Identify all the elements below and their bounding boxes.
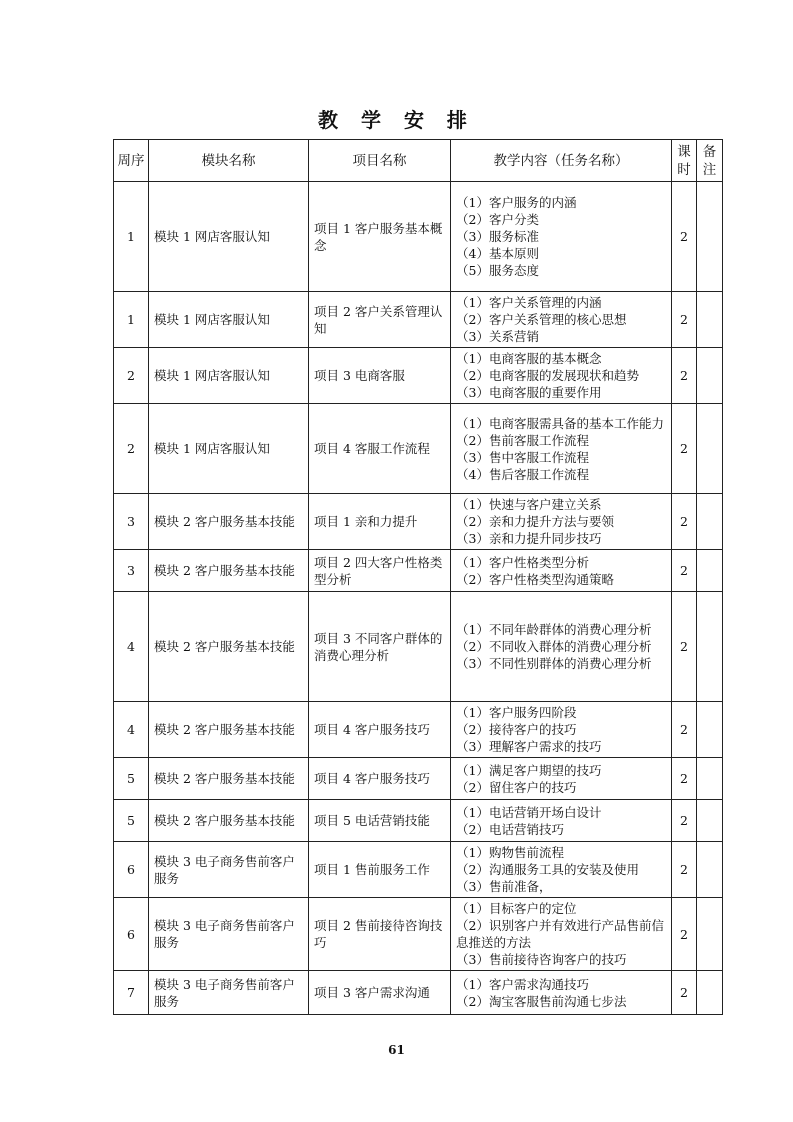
hours-cell: 2: [672, 758, 697, 800]
hours-cell: 2: [672, 550, 697, 592]
hours-cell: 2: [672, 404, 697, 494]
content-line: （1）不同年龄群体的消费心理分析: [456, 622, 652, 637]
hours-cell: 2: [672, 971, 697, 1015]
hours-cell: 2: [672, 800, 697, 842]
project-cell: 项目 1 售前服务工作: [309, 842, 451, 898]
content-line: （2）淘宝客服售前沟通七步法: [456, 993, 627, 1009]
week-cell: 4: [114, 592, 149, 702]
remark-cell: [697, 842, 723, 898]
content-line: （2）电商客服的发展现状和趋势: [456, 368, 639, 383]
content-line: （1）客户服务的内涵: [456, 195, 577, 210]
remark-cell: [697, 494, 723, 550]
module-cell: 模块 1 网店客服认知: [149, 182, 309, 292]
content-cell: [451, 702, 672, 758]
content-line: （2）亲和力提升方法与要领: [456, 514, 614, 529]
remark-cell: [697, 758, 723, 800]
table-row: [114, 182, 723, 292]
content-line: （1）购物售前流程: [456, 845, 564, 860]
content-cell: [451, 800, 672, 842]
table-row: [114, 404, 723, 494]
hours-cell: 2: [672, 592, 697, 702]
content-line: （2）不同收入群体的消费心理分析: [456, 639, 652, 654]
table-row: [114, 758, 723, 800]
week-cell: 1: [114, 182, 149, 292]
content-line: （3）服务标准: [456, 229, 539, 244]
week-cell: 5: [114, 758, 149, 800]
week-cell: 4: [114, 702, 149, 758]
module-cell: 模块 3 电子商务售前客户服务: [149, 842, 309, 898]
module-cell: 模块 1 网店客服认知: [149, 404, 309, 494]
hours-cell: 2: [672, 292, 697, 348]
content-line: （2）客户性格类型沟通策略: [456, 571, 614, 587]
content-line: （1）满足客户期望的技巧: [456, 762, 602, 778]
week-cell: 3: [114, 550, 149, 592]
project-cell: 项目 1 客户服务基本概念: [309, 182, 451, 292]
project-cell: 项目 2 四大客户性格类型分析: [309, 550, 451, 592]
project-cell: 项目 2 售前接待咨询技巧: [309, 898, 451, 971]
table-row: [114, 494, 723, 550]
table-row: [114, 898, 723, 971]
content-line: （1）电商客服需具备的基本工作能力: [456, 415, 664, 431]
remark-cell: [697, 800, 723, 842]
content-line: （1）电商客服的基本概念: [456, 351, 602, 366]
week-cell: 6: [114, 842, 149, 898]
content-cell: [451, 494, 672, 550]
content-line: （2）沟通服务工具的安装及使用: [456, 862, 639, 877]
content-line: （3）电商客服的重要作用: [456, 385, 602, 400]
project-cell: 项目 3 不同客户群体的消费心理分析: [309, 592, 451, 702]
table-row: [114, 550, 723, 592]
content-line: （2）售前客服工作流程: [456, 432, 589, 448]
hours-cell: 2: [672, 702, 697, 758]
header-remark: 备注: [697, 140, 723, 182]
project-cell: 项目 3 客户需求沟通: [309, 971, 451, 1015]
content-cell: [451, 842, 672, 898]
module-cell: 模块 2 客户服务基本技能: [149, 758, 309, 800]
content-cell: [451, 971, 672, 1015]
remark-cell: [697, 971, 723, 1015]
module-cell: 模块 2 客户服务基本技能: [149, 592, 309, 702]
content-line: （3）售中客服工作流程: [456, 449, 589, 465]
remark-cell: [697, 292, 723, 348]
content-line: （1）目标客户的定位: [456, 901, 577, 916]
content-line: （3）售前接待咨询客户的技巧: [456, 952, 627, 967]
content-line: （1）客户服务四阶段: [456, 705, 577, 720]
table-row: [114, 800, 723, 842]
content-cell: [451, 592, 672, 702]
project-cell: 项目 4 客户服务技巧: [309, 758, 451, 800]
hours-cell: 2: [672, 182, 697, 292]
hours-cell: 2: [672, 348, 697, 404]
content-line: （3）售前准备，: [456, 879, 552, 894]
content-line: （3）不同性别群体的消费心理分析: [456, 656, 652, 671]
table-row: [114, 592, 723, 702]
week-cell: 5: [114, 800, 149, 842]
week-cell: 7: [114, 971, 149, 1015]
module-cell: 模块 2 客户服务基本技能: [149, 800, 309, 842]
hours-cell: 2: [672, 842, 697, 898]
content-cell: [451, 404, 672, 494]
remark-cell: [697, 182, 723, 292]
remark-cell: [697, 404, 723, 494]
content-line: （4）售后客服工作流程: [456, 466, 589, 482]
project-cell: 项目 5 电话营销技能: [309, 800, 451, 842]
table-row: [114, 842, 723, 898]
content-line: （5）服务态度: [456, 263, 539, 278]
schedule-body: [114, 182, 723, 1015]
page-title: 教 学 安 排: [318, 108, 475, 132]
table-row: [114, 348, 723, 404]
content-cell: [451, 182, 672, 292]
remark-cell: [697, 898, 723, 971]
content-line: （2）识别客户并有效进行产品售前信息推送的方法: [456, 918, 664, 950]
hours-cell: 2: [672, 898, 697, 971]
week-cell: 2: [114, 404, 149, 494]
project-cell: 项目 1 亲和力提升: [309, 494, 451, 550]
teaching-schedule-table: [113, 139, 723, 1015]
module-cell: 模块 2 客户服务基本技能: [149, 702, 309, 758]
table-row: [114, 971, 723, 1015]
content-cell: [451, 898, 672, 971]
remark-cell: [697, 550, 723, 592]
remark-cell: [697, 348, 723, 404]
content-line: （2）留住客户的技巧: [456, 779, 577, 795]
content-line: （1）客户性格类型分析: [456, 554, 589, 570]
content-line: （2）客户关系管理的核心思想: [456, 312, 627, 327]
week-cell: 2: [114, 348, 149, 404]
header-content: 教学内容（任务名称）: [451, 140, 672, 182]
content-line: （3）亲和力提升同步技巧: [456, 531, 602, 546]
content-line: （1）客户需求沟通技巧: [456, 976, 589, 992]
remark-cell: [697, 702, 723, 758]
module-cell: 模块 3 电子商务售前客户服务: [149, 898, 309, 971]
project-cell: 项目 3 电商客服: [309, 348, 451, 404]
content-cell: [451, 348, 672, 404]
module-cell: 模块 1 网店客服认知: [149, 348, 309, 404]
page-number: 61: [388, 1043, 405, 1057]
project-cell: 项目 2 客户关系管理认知: [309, 292, 451, 348]
content-line: （3）理解客户需求的技巧: [456, 739, 602, 754]
header-project: 项目名称: [309, 140, 451, 182]
header-row: [114, 140, 723, 182]
table-row: [114, 702, 723, 758]
header-week: 周序: [114, 140, 149, 182]
content-cell: [451, 758, 672, 800]
module-cell: 模块 2 客户服务基本技能: [149, 550, 309, 592]
content-line: （2）接待客户的技巧: [456, 722, 577, 737]
content-cell: [451, 550, 672, 592]
table-row: [114, 292, 723, 348]
content-line: （4）基本原则: [456, 246, 539, 261]
week-cell: 1: [114, 292, 149, 348]
content-line: （2）客户分类: [456, 212, 539, 227]
content-line: （1）快速与客户建立关系: [456, 497, 602, 512]
content-line: （1）客户关系管理的内涵: [456, 295, 602, 310]
module-cell: 模块 1 网店客服认知: [149, 292, 309, 348]
content-cell: [451, 292, 672, 348]
module-cell: 模块 2 客户服务基本技能: [149, 494, 309, 550]
week-cell: 6: [114, 898, 149, 971]
content-line: （2）电话营销技巧: [456, 821, 564, 837]
hours-cell: 2: [672, 494, 697, 550]
project-cell: 项目 4 客服工作流程: [309, 404, 451, 494]
project-cell: 项目 4 客户服务技巧: [309, 702, 451, 758]
week-cell: 3: [114, 494, 149, 550]
module-cell: 模块 3 电子商务售前客户服务: [149, 971, 309, 1015]
content-line: （3）关系营销: [456, 329, 539, 344]
header-module: 模块名称: [149, 140, 309, 182]
remark-cell: [697, 592, 723, 702]
header-hours: 课时: [672, 140, 697, 182]
content-line: （1）电话营销开场白设计: [456, 804, 602, 820]
